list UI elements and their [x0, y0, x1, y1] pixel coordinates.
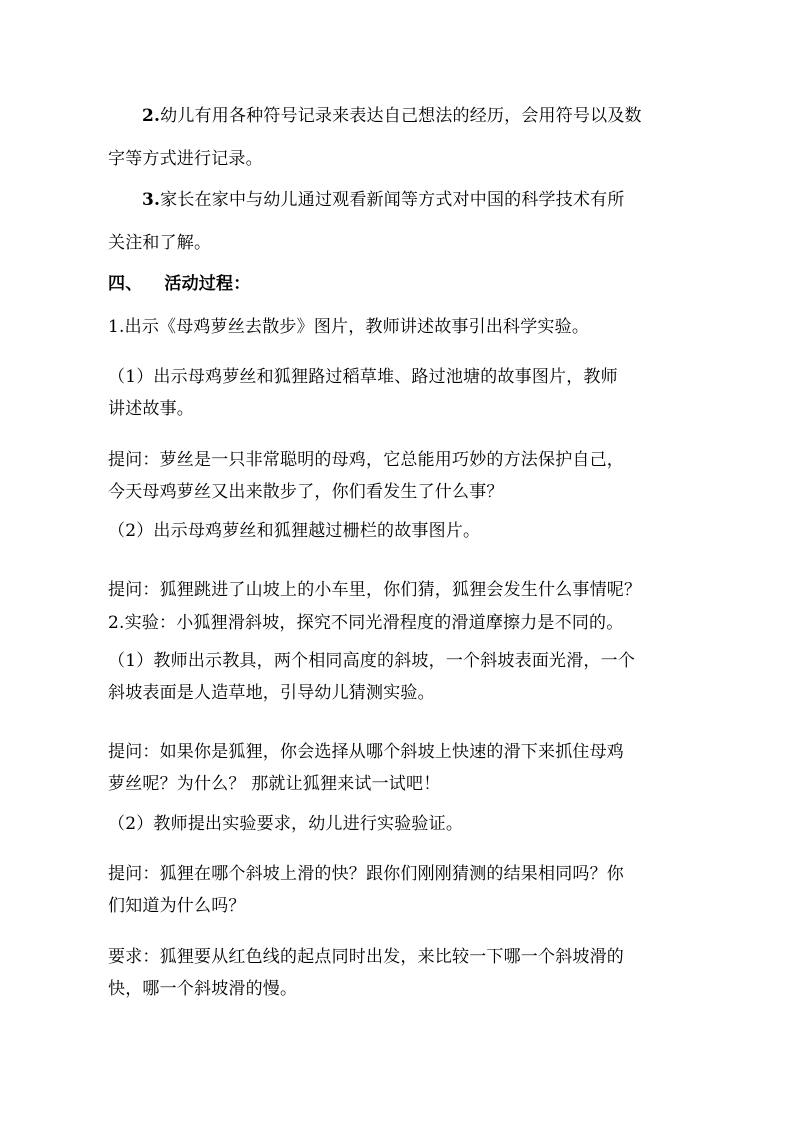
body-line: （1）出示母鸡萝丝和狐狸路过稻草堆、路过池塘的故事图片，教师: [108, 367, 618, 387]
body-line: 们知道为什么吗？: [108, 896, 246, 916]
body-line: 要求：狐狸要从红色线的起点同时出发，来比较一下哪一个斜坡滑的: [108, 947, 624, 967]
body-line: 讲述故事。: [108, 399, 194, 419]
section-number: 四、: [108, 274, 143, 294]
body-line: （2）出示母鸡萝丝和狐狸越过栅栏的故事图片。: [108, 521, 481, 541]
paragraph-2-line-1: [142, 105, 642, 127]
body-line: 斜坡表面是人造草地，引导幼儿猜测实验。: [108, 683, 435, 703]
body-line: 快，哪一个斜坡滑的慢。: [108, 979, 298, 999]
paragraph-2-line-2: 字等方式进行记录。: [108, 149, 263, 169]
body-line: 今天母鸡萝丝又出来散步了，你们看发生了什么事？: [108, 482, 504, 502]
paragraph-3-line-2: 关注和了解。: [108, 233, 212, 253]
paragraph-3-line-1: [142, 189, 625, 211]
body-line: 1.出示《母鸡萝丝去散步》图片，教师讲述故事引出科学实验。: [108, 317, 590, 337]
body-line: 萝丝呢？为什么？ 那就让狐狸来试一试吧！: [108, 774, 441, 794]
section-heading: [108, 273, 250, 295]
body-line: 提问：如果你是狐狸，你会选择从哪个斜坡上快速的滑下来抓住母鸡: [108, 742, 624, 762]
paragraph-3-number: 3.: [142, 190, 161, 210]
body-line: 提问：狐狸跳进了山坡上的小车里，你们猜，狐狸会发生什么事情呢？: [108, 580, 642, 600]
paragraph-2-text: 幼儿有用各种符号记录来表达自己想法的经历，会用符号以及数: [160, 106, 642, 126]
paragraph-2-number: 2.: [142, 106, 161, 126]
body-line: 提问：萝丝是一只非常聪明的母鸡，它总能用巧妙的方法保护自己，: [108, 450, 624, 470]
section-title: 活动过程：: [164, 274, 251, 294]
paragraph-3-text: 家长在家中与幼儿通过观看新闻等方式对中国的科学技术有所: [160, 190, 625, 210]
body-line: （2）教师提出实验要求，幼儿进行实验验证。: [108, 814, 464, 834]
body-line: （1）教师出示教具，两个相同高度的斜坡，一个斜坡表面光滑，一个: [108, 651, 636, 671]
body-line: 2.实验：小狐狸滑斜坡，探究不同光滑程度的滑道摩擦力是不同的。: [108, 613, 624, 633]
body-line: 提问：狐狸在哪个斜坡上滑的快？跟你们刚刚猜测的结果相同吗？你: [108, 864, 624, 884]
